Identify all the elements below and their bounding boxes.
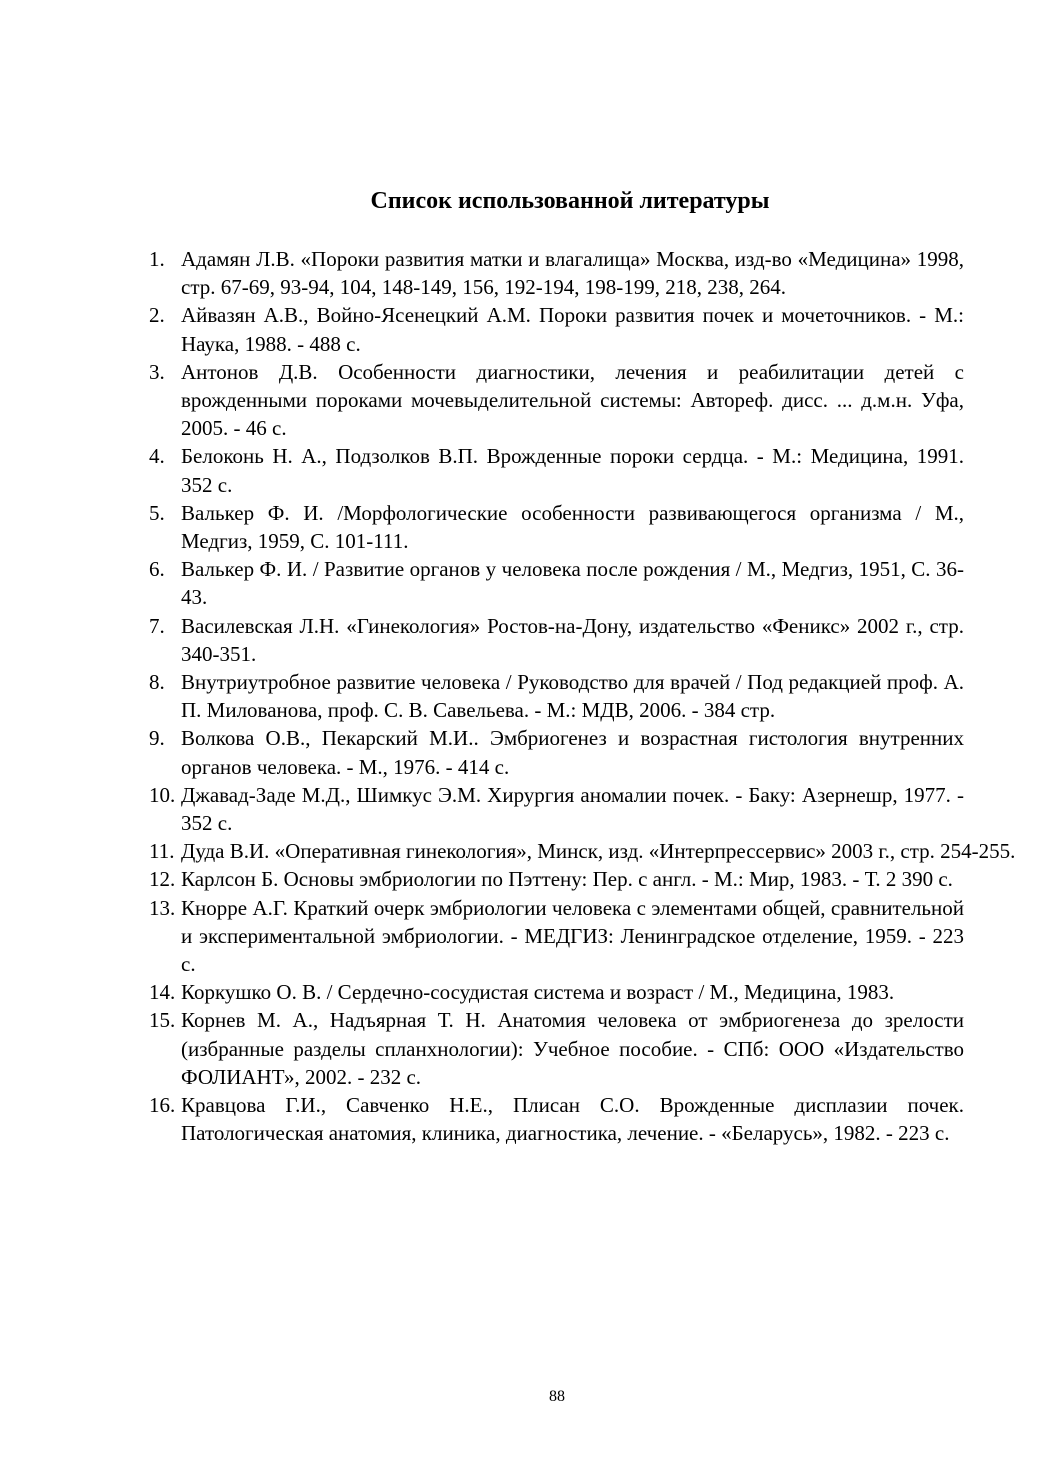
reference-number: 3. xyxy=(149,359,165,384)
reference-text: Дуда В.И. «Оперативная гинекология», Минск, изд. «Интерпрессервис» 2003 г., стр. 254-255. xyxy=(181,839,1016,864)
reference-number: 7. xyxy=(149,613,165,638)
reference-text: Василевская Л.Н. «Гинекология» Ростов-на-Дону, издательство «Феникс» 2002 г., стр. 340-351. xyxy=(181,613,964,666)
reference-item xyxy=(0,1091,1039,1147)
reference-number: 16. xyxy=(149,1093,176,1118)
reference-number: 15. xyxy=(149,1008,176,1033)
reference-item xyxy=(0,837,1039,865)
reference-text: Белоконь Н. А., Подзолков В.П. Врожденные пороки сердца. - М.: Медицина, 1991. 352 с. xyxy=(181,444,964,497)
reference-item xyxy=(0,442,1039,498)
reference-number: 10. xyxy=(149,782,176,807)
reference-item xyxy=(0,612,1039,668)
reference-text: Коркушко О. В. / Сердечно-сосудистая система и возраст / М., Медицина, 1983. xyxy=(181,980,895,1005)
reference-number: 2. xyxy=(149,303,165,328)
reference-number: 14. xyxy=(149,980,176,1005)
reference-text: Адамян Л.В. «Пороки развития матки и влагалища» Москва, изд-во «Медицина» 1998, стр. 67-69, 93-94, 104, 148-149, 156, 192-194, 198-199, 218, 238, 264. xyxy=(181,247,964,300)
reference-text: Карлсон Б. Основы эмбриологии по Пэттену: Пер. с англ. - М.: Мир, 1983. - Т. 2 390 с. xyxy=(181,867,953,892)
reference-text: Валькер Ф. И. / Развитие органов у человека после рождения / М., Медгиз, 1951, С. 36-43. xyxy=(181,557,964,610)
reference-item xyxy=(0,781,1039,837)
reference-number: 12. xyxy=(149,867,176,892)
reference-item xyxy=(0,301,1039,357)
reference-list xyxy=(0,245,1039,1148)
page-number: 88 xyxy=(549,1388,565,1405)
reference-number: 13. xyxy=(149,895,176,920)
reference-text: Внутриутробное развитие человека / Руководство для врачей / Под редакцией проф. А. П. Милованова, проф. С. В. Савельева. - М.: МДВ, 2006. - 384 стр. xyxy=(181,670,964,723)
reference-number: 1. xyxy=(149,247,165,271)
reference-number: 9. xyxy=(149,726,165,751)
reference-item xyxy=(0,894,1039,979)
reference-item xyxy=(0,724,1039,780)
reference-text: Кнорре А.Г. Краткий очерк эмбриологии человека с элементами общей, сравнительной и экспериментальной эмбриологии. - МЕДГИЗ: Ленинградское отделение, 1959. - 223 с. xyxy=(181,895,964,977)
page-title: Список использованной литературы xyxy=(370,188,770,214)
reference-item xyxy=(0,499,1039,555)
reference-item xyxy=(0,668,1039,724)
reference-text: Валькер Ф. И. /Морфологические особенности развивающегося организма / М., Медгиз, 1959, С. 101-111. xyxy=(181,500,964,554)
reference-text: Джавад-Заде М.Д., Шимкус Э.М. Хирургия аномалии почек. - Баку: Азернешр, 1977. - 352 с. xyxy=(181,782,964,836)
reference-text: Антонов Д.В. Особенности диагностики, лечения и реабилитации детей с врожденными пороками мочевыделительной системы: Автореф. дисс. ... д.м.н. Уфа, 2005. - 46 с. xyxy=(181,359,964,441)
reference-text: Волкова О.В., Пекарский М.И.. Эмбриогенез и возрастная гистология внутренних органов человека. - М., 1976. - 414 с. xyxy=(181,726,964,779)
reference-item xyxy=(0,978,1039,1006)
reference-text: Айвазян А.В., Войно-Ясенецкий А.М. Пороки развития почек и мочеточников. - М.: Наука, 1988. - 488 с. xyxy=(181,303,964,356)
reference-number: 6. xyxy=(149,557,165,582)
reference-item xyxy=(0,245,1039,301)
reference-item xyxy=(0,555,1039,611)
reference-item xyxy=(0,865,1039,893)
reference-number: 5. xyxy=(149,500,165,525)
reference-text: Кравцова Г.И., Савченко Н.Е., Плисан С.О. Врожденные дисплазии почек. Патологическая анатомия, клиника, диагностика, лечение. - «Беларусь», 1982. - 223 с. xyxy=(181,1093,964,1146)
reference-number: 11. xyxy=(149,839,175,864)
reference-item xyxy=(0,358,1039,443)
reference-number: 8. xyxy=(149,670,165,695)
reference-text: Корнев М. А., Надъярная Т. Н. Анатомия человека от эмбриогенеза до зрелости (избранные разделы спланхнологии): Учебное пособие. - СПб: ООО «Издательство ФОЛИАНТ», 2002. - 232 с. xyxy=(181,1008,964,1089)
reference-item xyxy=(0,1006,1039,1091)
reference-number: 4. xyxy=(149,444,165,469)
